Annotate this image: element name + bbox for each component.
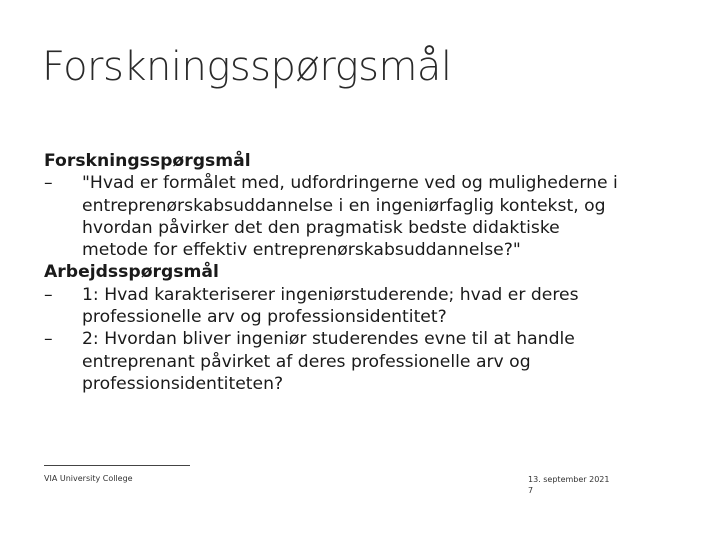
- bullet-text: "Hvad er formålet med, udfordringerne ved og mulighederne i entreprenørskabsuddannelse i en ingeniørfaglig kontekst, og hvordan påvirker det den pragmatisk bedste didaktiske metode for effektiv entreprenørskabsuddannelse?": [82, 173, 618, 261]
- footer-organization: VIA University College: [44, 474, 133, 483]
- footer-divider: [44, 465, 190, 466]
- bullet-item: [44, 284, 684, 329]
- bullet-item: [44, 172, 684, 261]
- footer-page-number: 7: [528, 486, 534, 495]
- bullet-item: [44, 328, 684, 395]
- bullet-dash: –: [44, 329, 53, 350]
- section-work-questions: [44, 261, 684, 395]
- slide-content: [44, 150, 684, 395]
- footer-date: 13. september 2021: [528, 475, 610, 484]
- section-research-question: [44, 150, 684, 261]
- slide-title: Forskningsspørgsmål: [42, 44, 452, 90]
- bullet-text: 2: Hvordan bliver ingeniør studerendes evne til at handle entreprenant påvirket af deres professionelle arv og professionsidentiteten?: [82, 329, 575, 394]
- section-heading: Arbejdsspørgsmål: [44, 262, 219, 283]
- bullet-text: 1: Hvad karakteriserer ingeniørstuderende; hvad er deres professionelle arv og professionsidentitet?: [82, 284, 579, 328]
- bullet-dash: –: [44, 284, 53, 305]
- section-heading: Forskningsspørgsmål: [44, 151, 251, 171]
- bullet-dash: –: [44, 173, 53, 194]
